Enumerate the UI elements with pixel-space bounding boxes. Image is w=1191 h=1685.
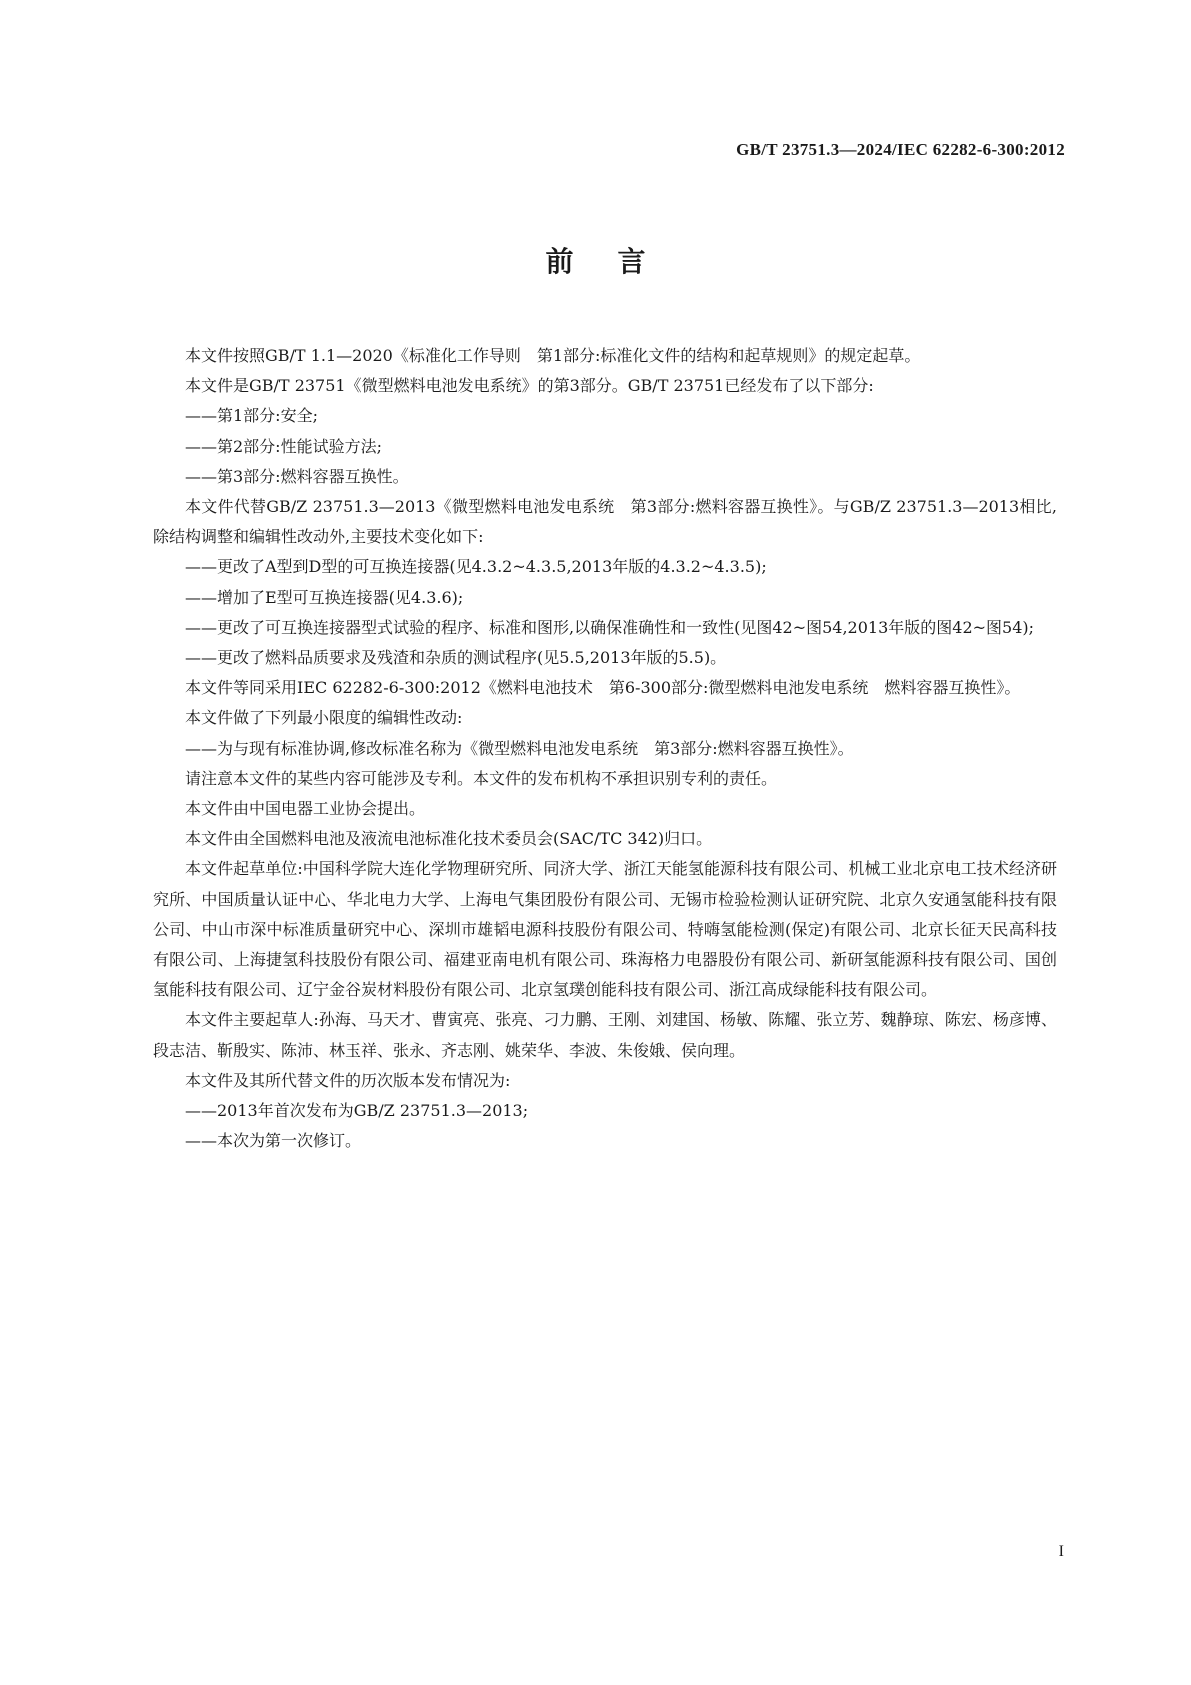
body-paragraph: 本文件做了下列最小限度的编辑性改动: xyxy=(185,708,463,728)
list-item: ——更改了可互换连接器型式试验的程序、标准和图形,以确保准确性和一致性(见图42~图54,2013年版的图42~图54); xyxy=(185,617,1035,637)
standard-code-header: GB/T 23751.3—2024/IEC 62282-6-300:2012 xyxy=(736,140,1065,159)
page-title: 前言 xyxy=(545,245,690,278)
list-item: ——本次为第一次修订。 xyxy=(185,1131,362,1151)
list-item: ——第1部分:安全; xyxy=(185,406,318,426)
list-item: ——为与现有标准协调,修改标准名称为《微型燃料电池发电系统 第3部分:燃料容器互换性》。 xyxy=(185,738,854,758)
body-paragraph: 本文件等同采用IEC 62282-6-300:2012《燃料电池技术 第6-300部分:微型燃料电池发电系统 燃料容器互换性》。 xyxy=(185,678,1021,698)
page-number: I xyxy=(1058,1543,1064,1560)
foreword-body xyxy=(153,341,1057,1156)
body-paragraph: 本文件代替GB/Z 23751.3—2013《微型燃料电池发电系统 第3部分:燃料容器互换性》。与GB/Z 23751.3—2013相比,除结构调整和编辑性改动外,主要技术变化如下: xyxy=(153,497,1057,547)
list-item: ——增加了E型可互换连接器(见4.3.6); xyxy=(185,587,464,607)
body-paragraph: 本文件按照GB/T 1.1—2020《标准化工作导则 第1部分:标准化文件的结构和起草规则》的规定起草。 xyxy=(185,346,921,365)
list-item: ——第2部分:性能试验方法; xyxy=(185,436,382,456)
body-paragraph: 本文件及其所代替文件的历次版本发布情况为: xyxy=(185,1070,511,1090)
list-item: ——第3部分:燃料容器互换性。 xyxy=(185,466,409,486)
body-paragraph: 本文件是GB/T 23751《微型燃料电池发电系统》的第3部分。GB/T 23751已经发布了以下部分: xyxy=(185,376,874,396)
body-paragraph: 本文件由中国电器工业协会提出。 xyxy=(185,799,426,819)
list-item: ——2013年首次发布为GB/Z 23751.3—2013; xyxy=(185,1101,529,1121)
body-paragraph: 本文件主要起草人:孙海、马天才、曹寅亮、张亮、刁力鹏、王刚、刘建国、杨敏、陈耀、张立芳、魏静琼、陈宏、杨彦博、段志洁、靳殷实、陈沛、林玉祥、张永、齐志刚、姚荣华、李波、朱俊娥、侯向理。 xyxy=(153,1010,1057,1060)
body-paragraph: 请注意本文件的某些内容可能涉及专利。本文件的发布机构不承担识别专利的责任。 xyxy=(185,768,778,788)
list-item: ——更改了A型到D型的可互换连接器(见4.3.2~4.3.5,2013年版的4.3.2~4.3.5); xyxy=(185,557,767,577)
list-item: ——更改了燃料品质要求及残渣和杂质的测试程序(见5.5,2013年版的5.5)。 xyxy=(185,648,727,668)
body-paragraph: 本文件起草单位:中国科学院大连化学物理研究所、同济大学、浙江天能氢能源科技有限公司、机械工业北京电工技术经济研究所、中国质量认证中心、华北电力大学、上海电气集团股份有限公司、无锡市检验检测认证研究院、北京久安通氢能科技有限公司、中山市深中标准质量研究中心、深圳市雄韬电源科技股份有限公司、特嗨氢能检测(保定)有限公司、北京长征天民高科技有限公司、上海捷氢科技股份有限公司、福建亚南电机有限公司、珠海格力电器股份有限公司、新研氢能源科技有限公司、国创氢能科技有限公司、辽宁金谷炭材料股份有限公司、北京氢璞创能科技有限公司、浙江高成绿能科技有限公司。 xyxy=(153,859,1057,1000)
body-paragraph: 本文件由全国燃料电池及液流电池标准化技术委员会(SAC/TC 342)归口。 xyxy=(185,829,713,849)
